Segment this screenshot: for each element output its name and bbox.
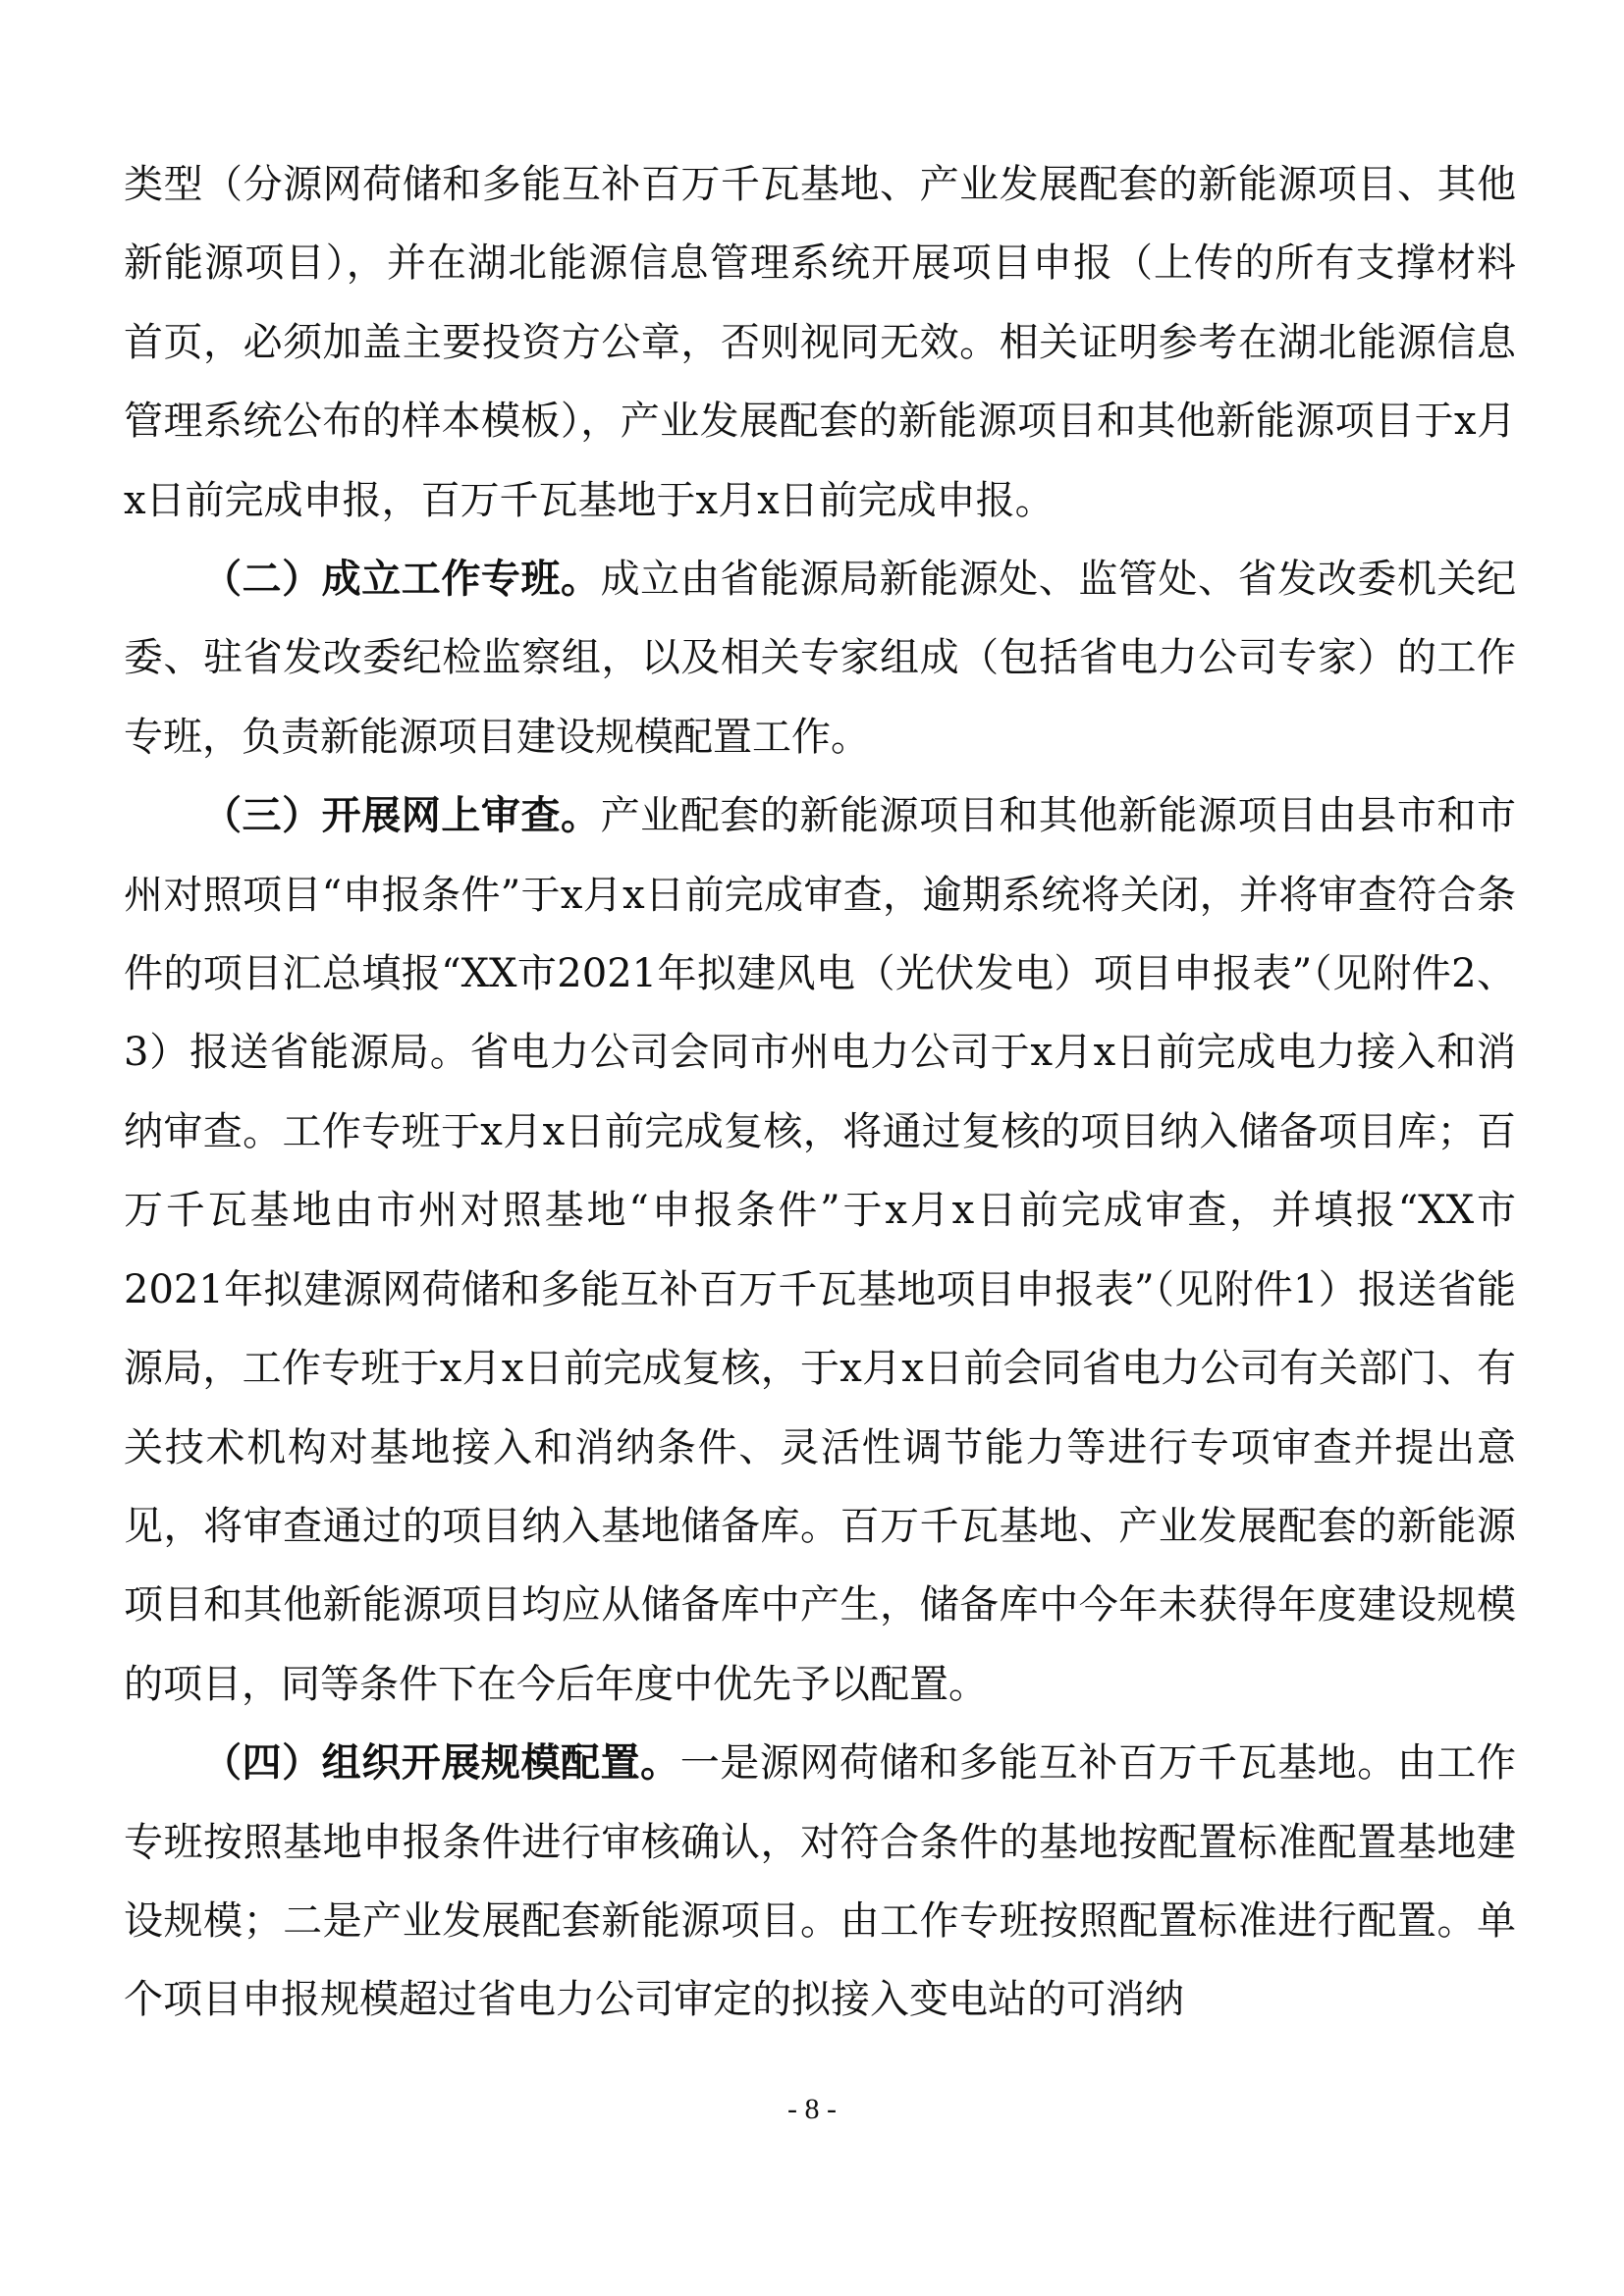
paragraph-text: 成立由省能源局新能源处、监管处、省发改委机关纪委、驻省发改委纪检监察组，以及相关专家组成（包括省电力公司专家）的工作专班，负责新能源项目建设规模配置工作。: [124, 557, 1516, 760]
paragraph-section-4: [124, 1724, 1516, 2040]
section-heading: （二）成立工作专班。: [202, 557, 601, 603]
paragraph-text: 类型（分源网荷储和多能互补百万千瓦基地、产业发展配套的新能源项目、其他新能源项目），并在湖北能源信息管理系统开展项目申报（上传的所有支撑材料首页，必须加盖主要投资方公章，否则视同无效。相关证明参考在湖北能源信息管理系统公布的样本模板），产业发展配套的新能源项目和其他新能源项目于x月x日前完成申报，百万千瓦基地于x月x日前完成申报。: [124, 162, 1516, 523]
section-heading: （四）组织开展规模配置。: [202, 1740, 680, 1787]
section-heading: （三）开展网上审查。: [202, 793, 601, 839]
paragraph-continuation: [124, 145, 1516, 540]
document-body: [124, 145, 1516, 2040]
paragraph-text: 一是源网荷储和多能互补百万千瓦基地。由工作专班按照基地申报条件进行审核确认，对符合条件的基地按配置标准配置基地建设规模；二是产业发展配套新能源项目。由工作专班按照配置标准进行配置。单个项目申报规模超过省电力公司审定的拟接入变电站的可消纳: [124, 1740, 1516, 2023]
paragraph-section-2: [124, 540, 1516, 776]
paragraph-text: 产业配套的新能源项目和其他新能源项目由县市和市州对照项目“申报条件”于x月x日前完成审查，逾期系统将关闭，并将审查符合条件的项目汇总填报“XX市2021年拟建风电（光伏发电）项目申报表”（见附件2、3）报送省能源局。省电力公司会同市州电力公司于x月x日前完成电力接入和消纳审查。工作专班于x月x日前完成复核，将通过复核的项目纳入储备项目库；百万千瓦基地由市州对照基地“申报条件”于x月x日前完成审查，并填报“XX市2021年拟建源网荷储和多能互补百万千瓦基地项目申报表”（见附件1）报送省能源局，工作专班于x月x日前完成复核，于x月x日前会同省电力公司有关部门、有关技术机构对基地接入和消纳条件、灵活性调节能力等进行专项审查并提出意见，将审查通过的项目纳入基地储备库。百万千瓦基地、产业发展配套的新能源项目和其他新能源项目均应从储备库中产生，储备库中今年未获得年度建设规模的项目，同等条件下在今后年度中优先予以配置。: [124, 793, 1516, 1707]
paragraph-section-3: [124, 776, 1516, 1724]
page-number: - 8 -: [787, 2093, 837, 2125]
